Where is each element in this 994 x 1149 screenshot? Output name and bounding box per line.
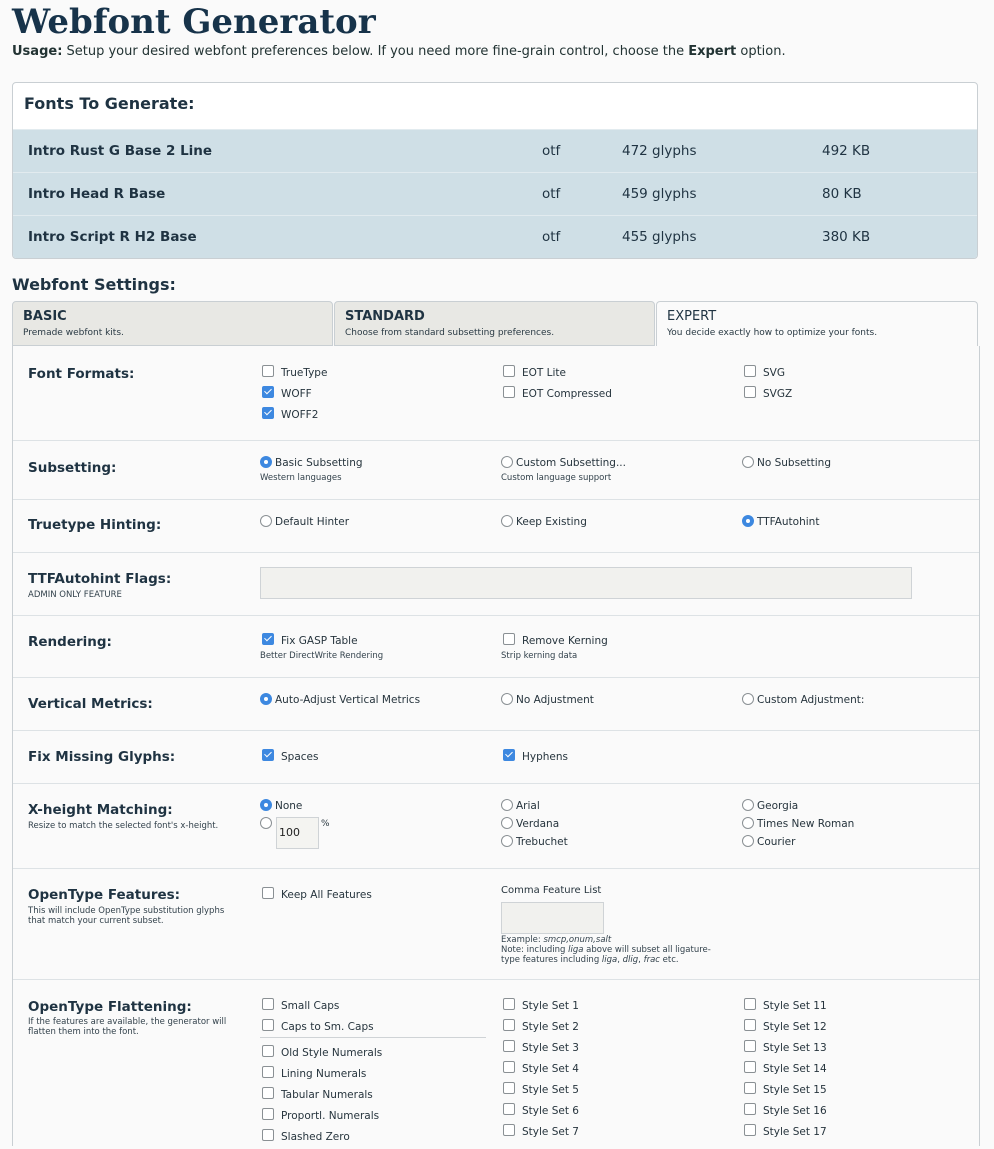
style-set-6-checkbox[interactable]: Style Set 6 [503,1103,579,1117]
style-set-16-checkbox[interactable]: Style Set 16 [744,1103,827,1117]
lining-numerals-checkbox[interactable]: Lining Numerals [262,1066,366,1080]
times-new-roman-radio[interactable]: Times New Roman [742,817,854,830]
small-caps-checkbox[interactable]: Small Caps [262,998,339,1012]
fix-gasp-checkbox[interactable]: Fix GASP Table [262,633,358,647]
font-size: 80 KB [822,186,862,202]
basic-subsetting-radio[interactable]: Basic Subsetting [260,456,363,469]
proportional-numerals-checkbox[interactable]: Proportl. Numerals [262,1108,379,1122]
tab-basic-label: BASIC [23,309,67,324]
eot-lite-checkbox[interactable]: EOT Lite [503,365,566,379]
feature-note-line-1: Note: including liga above will subset all ligature- [501,945,711,955]
tab-standard-label: STANDARD [345,309,425,324]
tab-expert[interactable] [656,301,978,347]
custom-subsetting-radio[interactable]: Custom Subsetting... [501,456,626,469]
x-height-percent-radio[interactable] [260,817,275,830]
auto-adjust-radio[interactable]: Auto-Adjust Vertical Metrics [260,693,420,706]
font-ext: otf [542,143,561,159]
opentype-features-sub-1: This will include OpenType substitution glyphs [28,906,225,916]
tab-standard[interactable] [334,301,655,346]
woff2-checkbox[interactable]: WOFF2 [262,407,318,421]
style-set-17-checkbox[interactable]: Style Set 17 [744,1124,827,1138]
style-set-5-checkbox[interactable]: Style Set 5 [503,1082,579,1096]
fix-gasp-desc: Better DirectWrite Rendering [260,651,384,661]
verdana-radio[interactable]: Verdana [501,817,559,830]
x-height-label: X-height Matching: [28,802,173,818]
keep-all-features-checkbox[interactable]: Keep All Features [262,887,372,901]
fix-missing-glyphs-row [13,730,979,784]
style-set-3-checkbox[interactable]: Style Set 3 [503,1040,579,1054]
font-row[interactable] [13,215,977,258]
subsetting-label: Subsetting: [28,460,117,476]
webfont-settings-heading: Webfont Settings: [12,275,176,294]
tab-basic[interactable] [12,301,333,346]
comma-feature-list-input[interactable] [501,902,604,934]
style-set-13-checkbox[interactable]: Style Set 13 [744,1040,827,1054]
flattening-divider [260,1037,486,1038]
ttfautohint-flags-sub: ADMIN ONLY FEATURE [28,590,122,600]
ttfautohint-flags-label: TTFAutohint Flags: [28,571,172,587]
vertical-metrics-row [13,677,979,731]
arial-radio[interactable]: Arial [501,799,540,812]
custom-subsetting-desc: Custom language support [501,473,612,483]
hyphens-checkbox[interactable]: Hyphens [503,749,568,763]
no-subsetting-radio[interactable]: No Subsetting [742,456,831,469]
font-size: 380 KB [822,229,871,245]
ttfautohint-radio[interactable]: TTFAutohint [742,515,819,528]
feature-note-line-2: type features including liga, dlig, frac etc. [501,955,679,965]
slashed-zero-checkbox[interactable]: Slashed Zero [262,1129,350,1143]
opentype-features-label: OpenType Features: [28,887,181,903]
font-ext: otf [542,186,561,202]
eot-compressed-checkbox[interactable]: EOT Compressed [503,386,612,400]
truetype-hinting-row [13,499,979,553]
default-hinter-radio[interactable]: Default Hinter [260,515,349,528]
ttfautohint-flags-row [13,552,979,616]
tab-expert-desc: You decide exactly how to optimize your fonts. [667,328,878,338]
no-adjustment-radio[interactable]: No Adjustment [501,693,594,706]
usage-text [12,44,786,59]
rendering-label: Rendering: [28,634,112,650]
custom-adjustment-radio[interactable]: Custom Adjustment: [742,693,864,706]
style-set-11-checkbox[interactable]: Style Set 11 [744,998,827,1012]
font-name: Intro Head R Base [28,186,166,202]
opentype-features-row [13,868,979,980]
fonts-to-generate-panel [12,82,978,259]
opentype-flattening-row [13,979,979,1149]
font-name: Intro Rust G Base 2 Line [28,143,213,159]
font-name: Intro Script R H2 Base [28,229,197,245]
font-glyphs: 472 glyphs [622,143,697,159]
opentype-flattening-sub-1: If the features are available, the generator will [28,1017,227,1027]
opentype-features-sub-2: that match your current subset. [28,916,164,926]
font-glyphs: 455 glyphs [622,229,697,245]
style-set-15-checkbox[interactable]: Style Set 15 [744,1082,827,1096]
tab-standard-desc: Choose from standard subsetting preferences. [345,328,555,338]
old-style-numerals-checkbox[interactable]: Old Style Numerals [262,1045,382,1059]
truetype-checkbox[interactable]: TrueType [262,365,327,379]
style-set-2-checkbox[interactable]: Style Set 2 [503,1019,579,1033]
fix-missing-glyphs-label: Fix Missing Glyphs: [28,749,176,765]
fonts-heading: Fonts To Generate: [13,83,977,130]
x-height-percent-input[interactable]: 100 [276,817,319,849]
feature-example-note: Example: smcp,onum,salt [501,935,612,945]
courier-radio[interactable]: Courier [742,835,795,848]
woff-checkbox[interactable]: WOFF [262,386,312,400]
x-height-percent-sign: % [321,819,330,829]
style-set-1-checkbox[interactable]: Style Set 1 [503,998,579,1012]
spaces-checkbox[interactable]: Spaces [262,749,318,763]
usage-text-2: option. [736,44,786,59]
font-formats-row [13,346,979,441]
font-row[interactable] [13,129,977,172]
caps-to-small-caps-checkbox[interactable]: Caps to Sm. Caps [262,1019,374,1033]
usage-expert: Expert [688,44,737,59]
remove-kerning-desc: Strip kerning data [501,651,578,661]
svgz-checkbox[interactable]: SVGZ [744,386,792,400]
georgia-radio[interactable]: Georgia [742,799,798,812]
trebuchet-radio[interactable]: Trebuchet [501,835,568,848]
font-size: 492 KB [822,143,871,159]
x-height-matching-row [13,783,979,869]
usage-label: Usage: [12,44,63,59]
basic-subsetting-desc: Western languages [260,473,342,483]
style-set-4-checkbox[interactable]: Style Set 4 [503,1061,579,1075]
font-ext: otf [542,229,561,245]
truetype-hinting-label: Truetype Hinting: [28,517,162,533]
x-height-none-radio[interactable]: None [260,799,302,812]
keep-existing-radio[interactable]: Keep Existing [501,515,587,528]
font-formats-label: Font Formats: [28,366,135,382]
style-set-14-checkbox[interactable]: Style Set 14 [744,1061,827,1075]
vertical-metrics-label: Vertical Metrics: [28,696,153,712]
style-set-7-checkbox[interactable]: Style Set 7 [503,1124,579,1138]
font-glyphs: 459 glyphs [622,186,697,202]
style-set-12-checkbox[interactable]: Style Set 12 [744,1019,827,1033]
tab-expert-label: EXPERT [667,309,717,324]
rendering-row [13,615,979,678]
ttfautohint-flags-input[interactable] [260,567,912,599]
tabular-numerals-checkbox[interactable]: Tabular Numerals [262,1087,373,1101]
usage-text-1: Setup your desired webfont preferences below. If you need more fine-grain control, choose the [62,44,689,59]
tab-basic-desc: Premade webfont kits. [23,328,124,338]
svg-checkbox[interactable]: SVG [744,365,785,379]
x-height-sub: Resize to match the selected font's x-height. [28,821,219,831]
opentype-flattening-sub-2: flatten them into the font. [28,1027,139,1037]
subsetting-row [13,440,979,500]
opentype-flattening-label: OpenType Flattening: [28,999,192,1015]
font-row[interactable] [13,172,977,215]
comma-feature-list-label: Comma Feature List [501,885,602,896]
remove-kerning-checkbox[interactable]: Remove Kerning [503,633,608,647]
expert-settings-panel [12,346,980,1146]
page-title: Webfont Generator [12,2,376,42]
